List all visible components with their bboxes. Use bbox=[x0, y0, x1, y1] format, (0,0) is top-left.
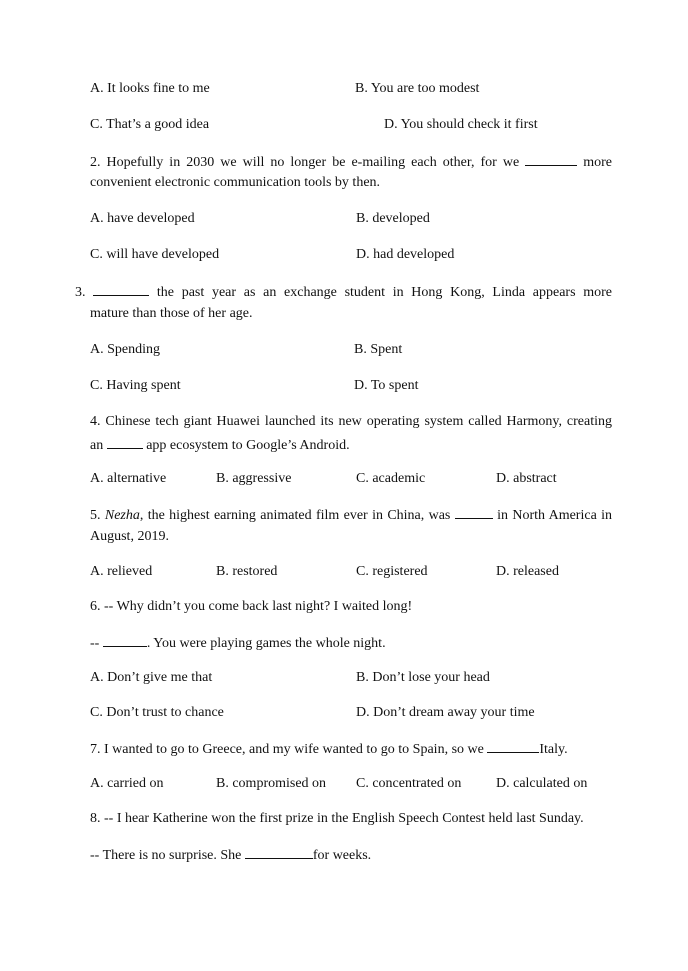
q6-option-c: C. Don’t trust to chance bbox=[90, 705, 224, 720]
q1-option-d: D. You should check it first bbox=[384, 117, 538, 132]
q3-option-a: A. Spending bbox=[90, 342, 160, 357]
q6-option-a: A. Don’t give me that bbox=[90, 670, 213, 685]
q7-option-b: B. compromised on bbox=[216, 776, 327, 791]
q3-option-b: B. Spent bbox=[354, 342, 403, 357]
q4-option-b: B. aggressive bbox=[216, 471, 292, 486]
q2-stem: 2. Hopefully in 2030 we will no longer be e-mailing each other, for we more bbox=[90, 151, 612, 173]
q4-stem: 4. Chinese tech giant Huawei launched its new operating system called Harmony, creating bbox=[90, 414, 612, 429]
q6-option-b: B. Don’t lose your head bbox=[356, 670, 490, 685]
q5-option-d: D. released bbox=[496, 564, 559, 579]
q2-stem-line2: convenient electronic communication tools by then. bbox=[90, 175, 381, 190]
q4-blank bbox=[107, 434, 143, 449]
q2-option-a: A. have developed bbox=[90, 211, 195, 226]
q1-option-c: C. That’s a good idea bbox=[90, 117, 210, 132]
q2-option-d: D. had developed bbox=[356, 247, 455, 262]
q5-option-a: A. relieved bbox=[90, 564, 153, 579]
q2-option-c: C. will have developed bbox=[90, 247, 220, 262]
q1-option-b: B. You are too modest bbox=[355, 81, 480, 96]
q4-option-a: A. alternative bbox=[90, 471, 167, 486]
q8-blank bbox=[245, 844, 313, 859]
q6-blank bbox=[103, 632, 147, 647]
q7-stem: 7. I wanted to go to Greece, and my wife wanted to go to Spain, so we Italy. bbox=[90, 738, 568, 760]
q5-option-b: B. restored bbox=[216, 564, 278, 579]
q3-stem-line2: mature than those of her age. bbox=[90, 306, 253, 321]
q7-option-a: A. carried on bbox=[90, 776, 164, 791]
q5-option-c: C. registered bbox=[356, 564, 428, 579]
q7-blank bbox=[487, 738, 539, 753]
q8-dialogue-line2: -- There is no surprise. She for weeks. bbox=[90, 844, 371, 866]
q5-blank bbox=[455, 504, 493, 519]
q4-option-c: C. academic bbox=[356, 471, 426, 486]
q2-blank bbox=[525, 151, 577, 166]
q6-dialogue-line2: -- . You were playing games the whole night. bbox=[90, 632, 386, 654]
q3-blank bbox=[93, 281, 149, 296]
q6-dialogue-line1: 6. -- Why didn’t you come back last night? I waited long! bbox=[90, 599, 413, 614]
q4-option-d: D. abstract bbox=[496, 471, 557, 486]
q7-option-d: D. calculated on bbox=[496, 776, 588, 791]
q2-option-b: B. developed bbox=[356, 211, 430, 226]
q1-option-a: A. It looks fine to me bbox=[90, 81, 210, 96]
q3-stem: 3. the past year as an exchange student in Hong Kong, Linda appears more bbox=[75, 281, 612, 303]
q3-option-d: D. To spent bbox=[354, 378, 419, 393]
q5-film-title: Nezha bbox=[104, 508, 140, 523]
q5-stem-line2: August, 2019. bbox=[90, 529, 169, 544]
q8-dialogue-line1: 8. -- I hear Katherine won the first prize in the English Speech Contest held last Sunday. bbox=[90, 811, 584, 826]
q7-option-c: C. concentrated on bbox=[356, 776, 462, 791]
q6-option-d: D. Don’t dream away your time bbox=[356, 705, 535, 720]
q4-stem-line2: an app ecosystem to Google’s Android. bbox=[90, 434, 350, 456]
q5-stem: 5. Nezha, the highest earning animated film ever in China, was in North America in bbox=[90, 504, 612, 526]
q3-option-c: C. Having spent bbox=[90, 378, 181, 393]
